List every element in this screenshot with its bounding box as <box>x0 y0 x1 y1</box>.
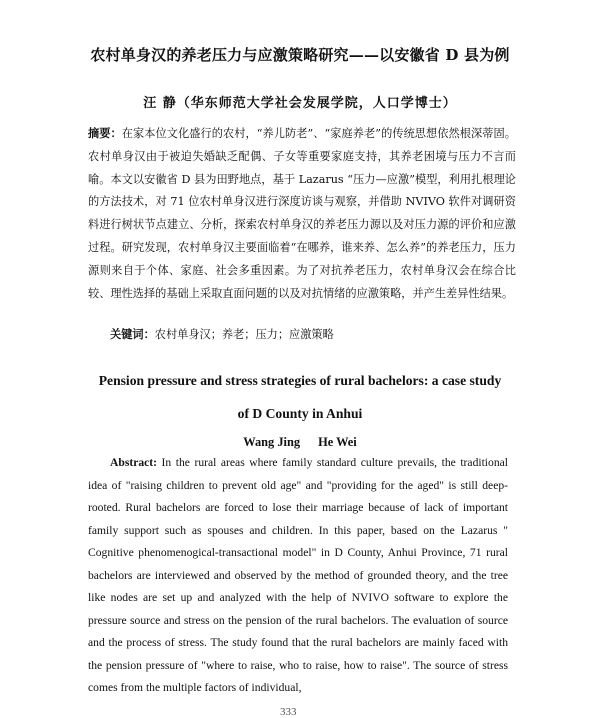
chinese-keywords-text: 农村单身汉；养老；压力；应激策略 <box>154 328 334 341</box>
chinese-keywords <box>110 326 530 342</box>
chinese-abstract-label: 摘要： <box>88 126 122 140</box>
english-abstract-label: Abstract: <box>110 456 158 469</box>
english-author-2: He Wei <box>318 435 357 449</box>
page-number: 333 <box>280 706 297 718</box>
english-title-line-2: of D County in Anhui <box>237 406 363 421</box>
english-abstract-text: In the rural areas where family standard culture prevails, the traditional idea of "raising children to prevent old age" and "providing for the aged" is still deep-rooted. Rural bachelors are forced to lose their marriage because of lack of important family support such as spouses and children. In this paper, based on the Lazarus " Cognitive phenomenogical-transactional model" in D County, Anhui Province, 71 rural bachelors are interviewed and observed by the method of grounded theory, and the tree like nodes are set up and analyzed with the help of NVIVO software to explore the pressure source and stress on the pension of the rural bachelors. The evaluation of source and the process of stress. The study found that the rural bachelors are mainly faced with the pension pressure of "where to raise, who to raise, how to raise". The source of stress comes from the multiple factors of individual, <box>88 456 508 694</box>
chinese-author-line: 汪 静（华东师范大学社会发展学院，人口学博士） <box>143 96 457 111</box>
chinese-keywords-label: 关键词： <box>110 327 155 341</box>
chinese-title: 农村单身汉的养老压力与应激策略研究——以安徽省 D 县为例 <box>90 46 510 64</box>
english-author-1: Wang Jing <box>243 435 301 449</box>
english-authors <box>40 435 560 450</box>
chinese-abstract-text: 在家本位文化盛行的农村，“养儿防老”、“家庭养老”的传统思想依然根深蒂固。农村单身汉由于被迫失婚缺乏配偶、子女等重要家庭支持，其养老困境与压力不言而喻。本文以安徽省 D 县为田野地点，基于 Lazarus “压力—应激”模型，利用扎根理论的方法技术，对 71 位农村单身汉进行深度访谈与观察，并借助 NVIVO 软件对调研资料进行树状节点建立、分析，探索农村单身汉的养老压力源以及对压力源的评价和应激过程。研究发现，农村单身汉主要面临着“在哪养，谁来养、怎么养”的养老压力，压力源则来自于个体、家庭、社会多重因素。为了对抗养老压力，农村单身汉会在综合比较、理性选择的基础上采取直面问题的以及对抗情绪的应激策略，并产生差异性结果。 <box>88 127 516 300</box>
english-abstract <box>88 452 508 700</box>
english-title-line-1: Pension pressure and stress strategies of rural bachelors: a case study <box>98 373 502 388</box>
chinese-abstract <box>88 122 516 305</box>
